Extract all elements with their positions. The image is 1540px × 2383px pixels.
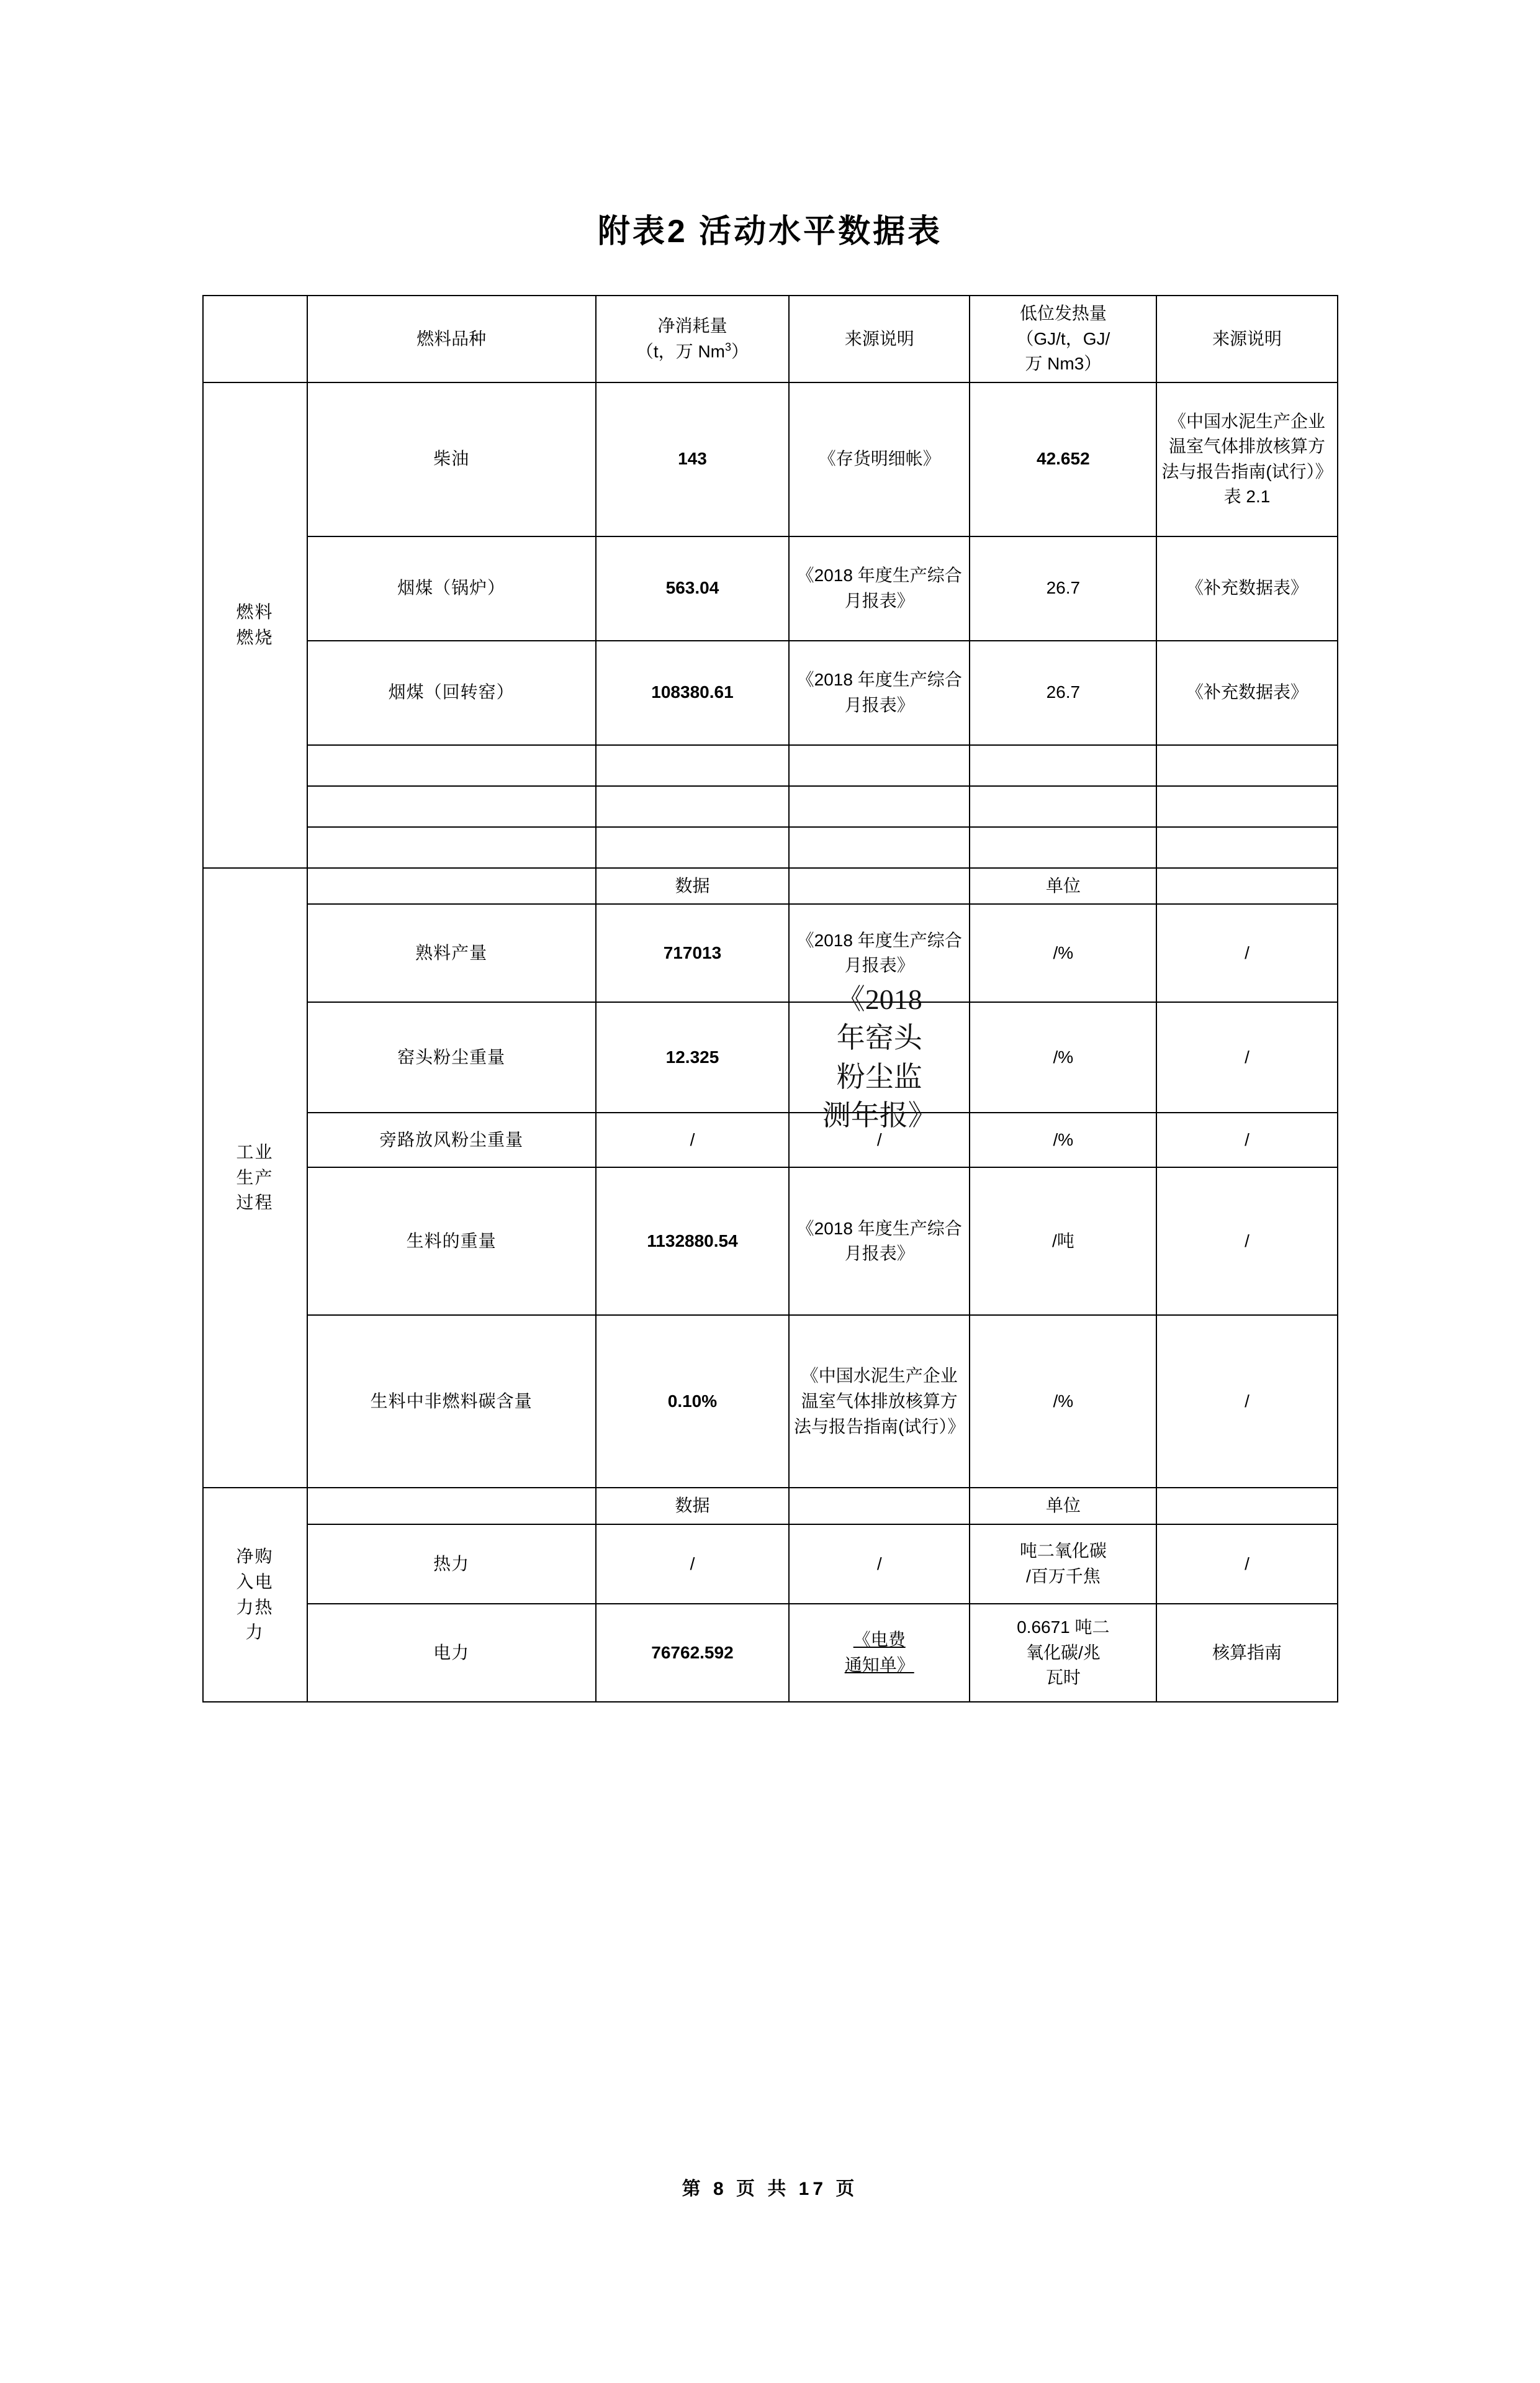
row-process-source2: / (1156, 904, 1337, 1002)
row-fuel-source2 (1156, 786, 1337, 827)
row-process-source2: / (1156, 1113, 1337, 1167)
row-energy-source2: 核算指南 (1156, 1604, 1337, 1702)
header-blank (203, 296, 307, 382)
header-net-consumption-line2: （t，万 Nm (636, 341, 725, 361)
row-fuel-name (307, 786, 596, 827)
row-process-source1: 《2018 年度生产综合月报表》 (789, 1167, 970, 1315)
group-label-industrial-process (203, 868, 307, 1488)
table-row (203, 868, 1338, 905)
table-row (203, 1524, 1338, 1604)
row-process-value: / (596, 1113, 789, 1167)
row-energy-source1-line1: 《电费 (853, 1630, 906, 1650)
table-row (203, 1167, 1338, 1315)
row-fuel-name (307, 827, 596, 868)
table-row (203, 786, 1338, 827)
row-fuel-name: 烟煤（回转窑） (307, 641, 596, 745)
table-row (203, 1604, 1338, 1702)
row-fuel-source1: 《2018 年度生产综合月报表》 (789, 536, 970, 641)
row-process-name: 旁路放风粉尘重量 (307, 1113, 596, 1167)
row-fuel-source2 (1156, 827, 1337, 868)
row-energy-name: 热力 (307, 1524, 596, 1604)
header-ncv-line3: 万 Nm3） (1025, 354, 1102, 374)
row-energy-source1: / (789, 1524, 970, 1604)
row-fuel-name: 烟煤（锅炉） (307, 536, 596, 641)
row-fuel-value (596, 786, 789, 827)
table-row (203, 1488, 1338, 1524)
row-energy-unit-line2: 氧化碳/兆 (1025, 1642, 1101, 1662)
row-fuel-value: 108380.61 (596, 641, 789, 745)
group-label-line3: 力热 (236, 1597, 274, 1617)
table-row (203, 745, 1338, 786)
group-label-line1: 工业 (236, 1142, 274, 1162)
header-ncv (970, 296, 1156, 382)
row-fuel-value: 143 (596, 382, 789, 536)
subheader-data: 数据 (596, 1488, 789, 1524)
page-footer: 第 8 页 共 17 页 (682, 2179, 858, 2199)
row-fuel-source1 (789, 786, 970, 827)
header-net-consumption (596, 296, 789, 382)
row-process-name: 窑头粉尘重量 (307, 1002, 596, 1113)
row-fuel-source2 (1156, 745, 1337, 786)
row-fuel-ncv (970, 827, 1156, 868)
group-label-line1: 净购 (236, 1547, 274, 1567)
group-label-purchased-power-heat (203, 1488, 307, 1702)
subheader-blank (307, 1488, 596, 1524)
activity-data-table (202, 295, 1338, 1702)
header-ncv-line2: （GJ/t，GJ/ (1016, 328, 1110, 348)
row-process-name: 熟料产量 (307, 904, 596, 1002)
row-process-source1 (789, 983, 970, 1131)
activity-data-table-wrapper (202, 295, 1338, 1702)
row-fuel-value (596, 827, 789, 868)
row-process-value: 0.10% (596, 1315, 789, 1488)
row-process-source1: / (789, 1113, 970, 1167)
row-process-source2: / (1156, 1315, 1337, 1488)
group-label-fuel-combustion (203, 382, 307, 868)
row-energy-name: 电力 (307, 1604, 596, 1702)
header-ncv-line1: 低位发热量 (1019, 304, 1107, 323)
table-row (203, 827, 1338, 868)
table-row (203, 382, 1338, 536)
row-fuel-source1 (789, 827, 970, 868)
table-row (203, 904, 1338, 1002)
row-process-source1: 《中国水泥生产企业温室气体排放核算方法与报告指南(试行）》 (789, 1315, 970, 1488)
row-process-source1: 《2018 年度生产综合月报表》 (789, 904, 970, 1002)
row-fuel-value: 563.04 (596, 536, 789, 641)
subheader-unit: 单位 (970, 868, 1156, 905)
row-process-unit: /% (970, 904, 1156, 1002)
row-process-unit: /% (970, 1002, 1156, 1113)
row-fuel-name: 柴油 (307, 382, 596, 536)
row-fuel-source1: 《2018 年度生产综合月报表》 (789, 641, 970, 745)
handwritten-annotation: 《2018 年窑头 粉尘监 测年报》 (822, 983, 937, 1131)
header-net-consumption-line1: 净消耗量 (657, 316, 727, 336)
row-energy-unit-line1: 0.6671 吨二 (1017, 1617, 1110, 1637)
row-energy-value: / (596, 1524, 789, 1604)
header-source-2: 来源说明 (1156, 296, 1337, 382)
row-process-unit: /吨 (970, 1167, 1156, 1315)
row-process-source2: / (1156, 1167, 1337, 1315)
table-header-row (203, 296, 1338, 382)
row-energy-unit-line1: 吨二氧化碳 (1019, 1541, 1107, 1561)
row-fuel-ncv (970, 745, 1156, 786)
subheader-unit: 单位 (970, 1488, 1156, 1524)
document-page (0, 205, 1540, 2383)
row-process-unit: /% (970, 1315, 1156, 1488)
row-energy-source1 (789, 1604, 970, 1702)
row-fuel-source1 (789, 745, 970, 786)
row-fuel-name (307, 745, 596, 786)
row-energy-unit-line2: /百万千焦 (1025, 1566, 1101, 1586)
row-fuel-ncv (970, 786, 1156, 827)
row-energy-source2: / (1156, 1524, 1337, 1604)
row-process-source2: / (1156, 1002, 1337, 1113)
row-energy-source1-line2: 通知单》 (844, 1655, 914, 1675)
row-process-value: 1132880.54 (596, 1167, 789, 1315)
row-fuel-value (596, 745, 789, 786)
group-label-line4: 力 (245, 1622, 264, 1642)
row-process-value: 12.325 (596, 1002, 789, 1113)
table-row (203, 641, 1338, 745)
subheader-blank-3 (1156, 868, 1337, 905)
group-label-line1: 燃料 (236, 602, 274, 622)
subheader-blank-3 (1156, 1488, 1337, 1524)
table-row (203, 536, 1338, 641)
subheader-blank-2 (789, 1488, 970, 1524)
group-label-line2: 生产 (236, 1167, 274, 1187)
page-title: 附表2 活动水平数据表 (597, 214, 943, 250)
header-source-1: 来源说明 (789, 296, 970, 382)
row-energy-value: 76762.592 (596, 1604, 789, 1702)
row-process-name: 生料的重量 (307, 1167, 596, 1315)
subheader-data: 数据 (596, 868, 789, 905)
row-process-name: 生料中非燃料碳含量 (307, 1315, 596, 1488)
row-fuel-ncv: 26.7 (970, 536, 1156, 641)
group-label-line2: 燃烧 (236, 627, 274, 647)
subheader-blank (307, 868, 596, 905)
row-fuel-source2: 《中国水泥生产企业温室气体排放核算方法与报告指南(试行）》表 2.1 (1156, 382, 1337, 536)
table-row (203, 1315, 1338, 1488)
row-fuel-source2: 《补充数据表》 (1156, 536, 1337, 641)
row-energy-unit-line3: 瓦时 (1045, 1668, 1081, 1688)
table-row (203, 1113, 1338, 1167)
row-fuel-ncv: 26.7 (970, 641, 1156, 745)
row-process-unit: /% (970, 1113, 1156, 1167)
table-row (203, 1002, 1338, 1113)
group-label-line2: 入电 (236, 1572, 274, 1592)
group-label-line3: 过程 (236, 1193, 274, 1213)
header-net-consumption-line3: ） (731, 341, 749, 361)
subheader-blank-2 (789, 868, 970, 905)
header-net-consumption-sup: 3 (725, 340, 732, 353)
row-process-value: 717013 (596, 904, 789, 1002)
row-energy-unit (970, 1604, 1156, 1702)
row-fuel-source1: 《存货明细帐》 (789, 382, 970, 536)
row-fuel-source2: 《补充数据表》 (1156, 641, 1337, 745)
header-fuel-type: 燃料品种 (307, 296, 596, 382)
row-energy-unit (970, 1524, 1156, 1604)
row-fuel-ncv: 42.652 (970, 382, 1156, 536)
